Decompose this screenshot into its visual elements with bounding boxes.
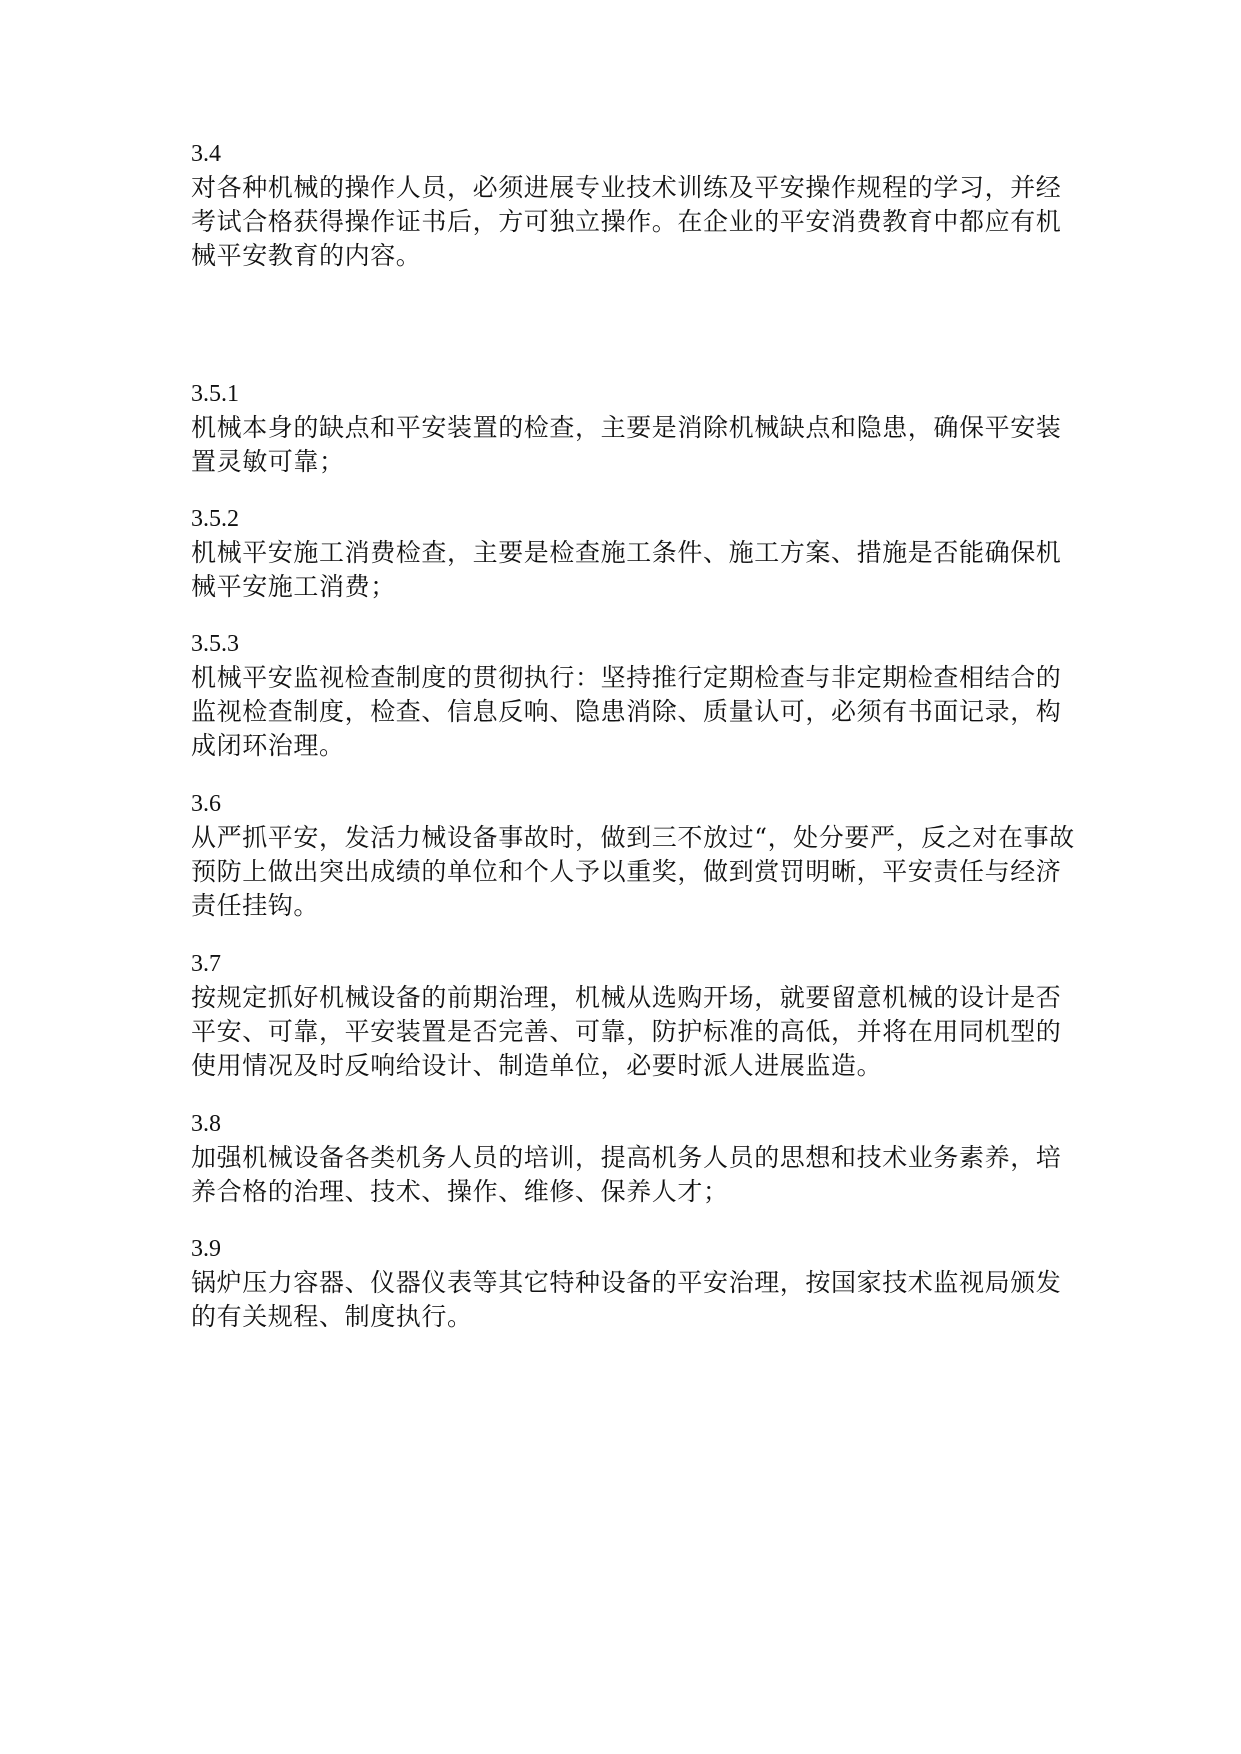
- section-number: 3.4: [191, 141, 221, 167]
- text-line: 养合格的治理、技术、操作、维修、保养人才；: [191, 1177, 729, 1206]
- section-number: 3.7: [191, 951, 221, 977]
- section-number: 3.8: [191, 1111, 221, 1137]
- section-3-5-3: [191, 627, 1062, 763]
- section-number: 3.6: [191, 791, 221, 817]
- text-line: 预防上做出突出成绩的单位和个人予以重奖，做到赏罚明晰，平安责任与经济: [191, 857, 1062, 886]
- text-line: 的有关规程、制度执行。: [191, 1302, 473, 1331]
- section-3-4: [191, 137, 1062, 273]
- section-number: 3.5.3: [191, 631, 239, 657]
- text-line: 监视检查制度，检查、信息反响、隐患消除、质量认可，必须有书面记录，构: [191, 697, 1062, 726]
- text-line: 从严抓平安，发活力械设备事故时，做到三不放过“，处分要严，反之对在事故: [191, 823, 1075, 852]
- section-text: [191, 411, 1062, 479]
- text-line: 机械平安施工消费检查，主要是检查施工条件、施工方案、措施是否能确保机: [191, 538, 1062, 567]
- section-3-5-1: [191, 377, 1062, 479]
- section-3-5-2: [191, 502, 1062, 604]
- text-line: 使用情况及时反响给设计、制造单位，必要时派人进展监造。: [191, 1051, 883, 1080]
- section-number: 3.5.1: [191, 381, 239, 407]
- section-text: [191, 536, 1062, 604]
- section-text: [191, 171, 1062, 273]
- text-line: 平安、可靠，平安装置是否完善、可靠，防护标准的高低，并将在用同机型的: [191, 1017, 1062, 1046]
- text-line: 考试合格获得操作证书后，方可独立操作。在企业的平安消费教育中都应有机: [191, 207, 1062, 236]
- section-text: [191, 1141, 1062, 1209]
- text-line: 锅炉压力容器、仪器仪表等其它特种设备的平安治理，按国家技术监视局颁发: [191, 1268, 1062, 1297]
- text-line: 置灵敏可靠；: [191, 447, 345, 476]
- text-line: 责任挂钩。: [191, 891, 320, 920]
- section-text: [191, 1266, 1062, 1334]
- section-text: [191, 981, 1062, 1083]
- section-3-7: [191, 947, 1062, 1083]
- text-line: 对各种机械的操作人员，必须进展专业技术训练及平安操作规程的学习，并经: [191, 173, 1062, 202]
- section-3-6: [191, 787, 1075, 923]
- text-line: 按规定抓好机械设备的前期治理，机械从选购开场，就要留意机械的设计是否: [191, 983, 1062, 1012]
- text-line: 机械平安监视检查制度的贯彻执行：坚持推行定期检查与非定期检查相结合的: [191, 663, 1062, 692]
- text-line: 机械本身的缺点和平安装置的检查，主要是消除机械缺点和隐患，确保平安装: [191, 413, 1062, 442]
- section-number: 3.9: [191, 1236, 221, 1262]
- section-text: [191, 661, 1062, 763]
- section-3-9: [191, 1232, 1062, 1334]
- section-3-8: [191, 1107, 1062, 1209]
- text-line: 加强机械设备各类机务人员的培训，提高机务人员的思想和技术业务素养，培: [191, 1143, 1062, 1172]
- text-line: 械平安教育的内容。: [191, 241, 422, 270]
- section-number: 3.5.2: [191, 506, 239, 532]
- section-text: [191, 821, 1075, 923]
- text-line: 成闭环治理。: [191, 731, 345, 760]
- text-line: 械平安施工消费；: [191, 572, 396, 601]
